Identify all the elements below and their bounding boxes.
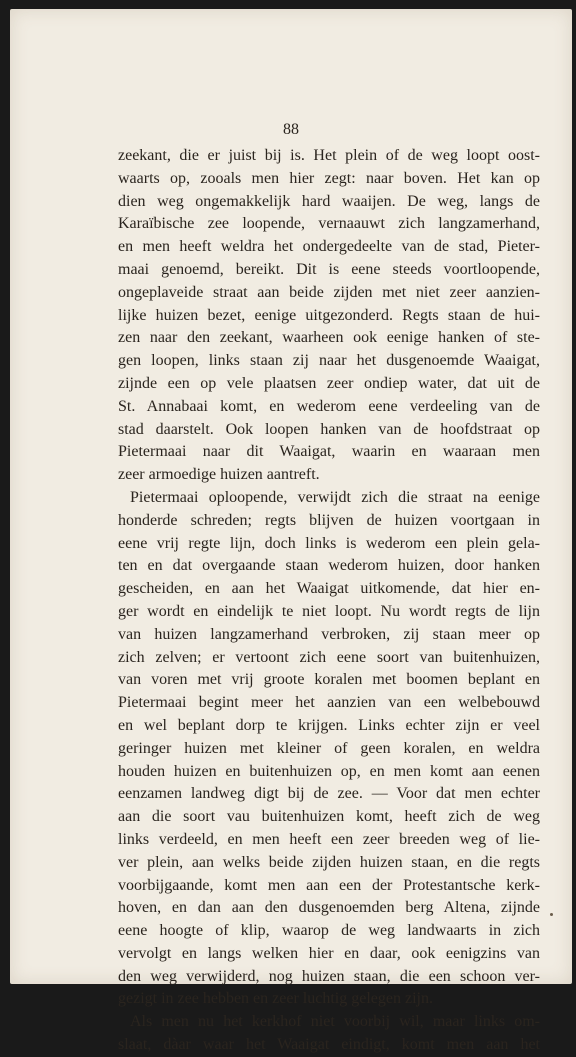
text-line: St. Annabaai komt, en wederom eene verdeeling van de <box>118 397 540 415</box>
text-line: van voren met vrij groote koralen met boomen beplant en <box>118 671 540 689</box>
text-line: ongeplaveide straat aan beide zijden met niet zeer aanzien- <box>118 283 540 301</box>
text-line: ten en dat overgaande staan wederom huizen, door hanken <box>118 557 540 575</box>
text-line: honderde schreden; regts blijven de huizen voortgaan in <box>118 511 540 529</box>
page-number: 88 <box>283 121 299 138</box>
text-line: zijnde een op vele plaatsen zeer ondiep water, dat uit de <box>118 374 540 392</box>
text-line: eene vrij regte lijn, doch links is wederom een plein gela- <box>118 534 540 552</box>
text-line: eenzamen landweg digt bij de zee. — Voor dat men echter <box>118 785 540 803</box>
text-line: houden huizen en buitenhuizen op, en men komt aan eenen <box>118 762 540 780</box>
text-line: en wel beplant dorp te krijgen. Links echter zijn er veel <box>118 716 540 734</box>
text-line: den weg verwijderd, nog huizen staan, die een schoon ver- <box>118 967 540 985</box>
text-line: Als men nu het kerkhof niet voorbij wil, maar links om- <box>130 1013 540 1031</box>
text-line: Pietermaai oploopende, verwijdt zich die straat na eenige <box>130 488 540 506</box>
text-line: dien weg ongemakkelijk hard waaijen. De weg, langs de <box>118 192 540 210</box>
text-line: en men heeft weldra het ondergedeelte van de stad, Pieter- <box>118 238 540 256</box>
text-line: links verdeeld, en men heeft een zeer breeden weg of lie- <box>118 830 540 848</box>
text-line: lijke huizen bezet, eenige uitgezonderd. Regts staan de hui- <box>118 306 540 324</box>
text-line: maai genoemd, bereikt. Dit is eene steeds voortloopende, <box>118 260 540 278</box>
text-line: gescheiden, en aan het Waaigat uitkomende, dat hier en- <box>118 580 540 598</box>
ink-speck <box>550 913 553 916</box>
text-line: stad daarstelt. Ook loopen hanken van de hoofdstraat op <box>118 420 540 438</box>
text-line: voorbijgaande, komt men aan een der Protestantsche kerk- <box>118 876 540 894</box>
book-page <box>10 9 572 1054</box>
text-line: waarts op, zooals men hier zegt: naar boven. Het kan op <box>118 169 540 187</box>
text-line: zen naar den zeekant, waarheen ook eenige hanken of ste- <box>118 329 540 347</box>
text-line: zeekant, die er juist bij is. Het plein of de weg loopt oost- <box>118 147 540 164</box>
text-line: zeer armoedige huizen aantreft. <box>118 466 320 484</box>
body-text <box>118 145 540 1057</box>
text-line: ger wordt en eindelijk te niet loopt. Nu wordt regts de lijn <box>118 602 540 620</box>
text-line: aan die soort vau buitenhuizen komt, heeft zich de weg <box>118 808 540 826</box>
text-line: Karaïbische zee loopende, vernaauwt zich langzamerhand, <box>118 215 540 233</box>
text-line: van huizen langzamerhand verbroken, zij staan meer op <box>118 625 540 643</box>
text-line: Pietermaai naar dit Waaigat, waarin en waaraan men <box>118 443 540 461</box>
text-line: vervolgt en langs welken hier en daar, ook eenigzins van <box>118 944 540 962</box>
text-line: ver plein, aan welks beide zijden huizen staan, en die regts <box>118 853 540 871</box>
text-line: slaat, dàar waar het Waaigat eindigt, komt men aan het <box>118 1036 540 1054</box>
text-line: gezigt in zee hebben en zeer luchtig gelegen zijn. <box>118 990 433 1008</box>
text-line: geringer huizen met kleiner of geen koralen, en weldra <box>118 739 540 757</box>
text-line: eene hoogte of klip, waarop de weg landwaarts in zich <box>118 922 540 940</box>
text-line: gen loopen, links staan zij naar het dusgenoemde Waaigat, <box>118 352 540 370</box>
text-line: zich zelven; er vertoont zich eene soort van buitenhuizen, <box>118 648 540 666</box>
text-line: hoven, en dan aan den dusgenoemden berg Altena, zijnde <box>118 899 540 917</box>
text-line: Pietermaai begint meer het aanzien van een welbebouwd <box>118 694 540 712</box>
